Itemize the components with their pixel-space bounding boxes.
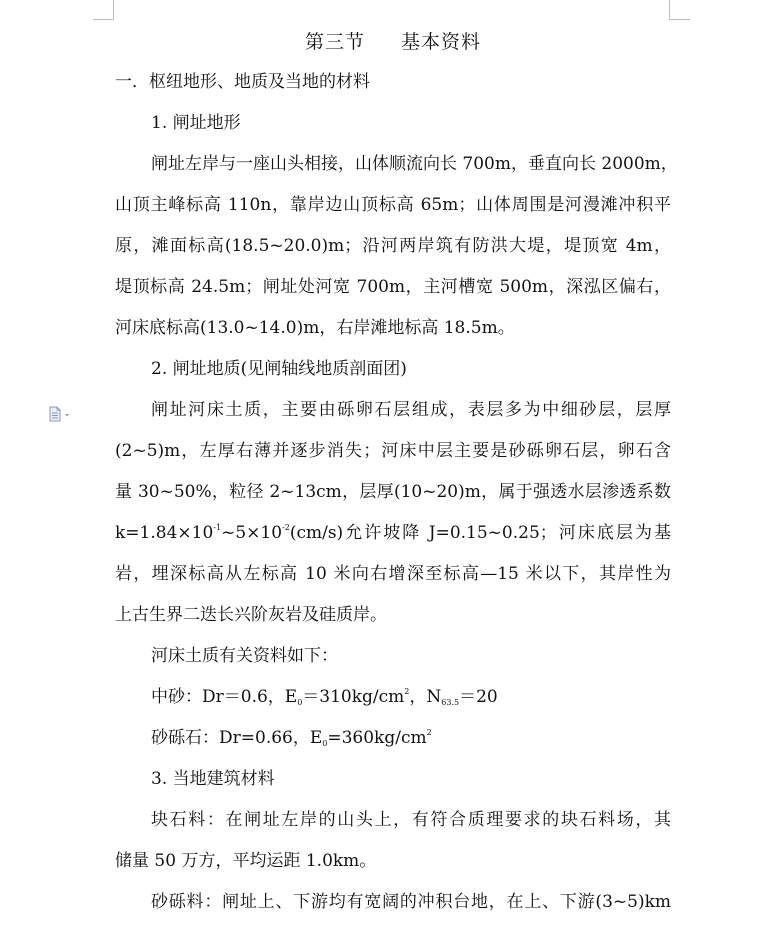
formula-text: ＝310kg/cm	[302, 687, 405, 707]
paragraph-line: (2~5)m，左厚右薄并逐步消失；河床中层主要是砂砾卵石层，卵石含	[115, 441, 671, 461]
paragraph-line: 量 30~50%，粒径 2~13cm，层厚(10~20)m，属于强透水层渗透系数	[115, 482, 671, 502]
formula-text: 砂砾石：Dr=0.66，E	[151, 728, 323, 748]
page-corner-mark	[93, 19, 114, 20]
exponent: 2	[426, 728, 432, 737]
subheading-geology: 2. 闸址地质(见闸轴线地质剖面团)	[151, 359, 407, 379]
paragraph-line: 河床土质有关资料如下：	[151, 646, 338, 666]
document-paste-icon[interactable]	[48, 406, 74, 422]
formula-text: ＝20	[459, 687, 498, 707]
page-corner-mark	[113, 0, 114, 20]
subscript: 0	[297, 698, 303, 707]
paragraph-line: 砂砾料：闸址上、下游均有宽阔的冲积台地，在上、下游(3~5)km	[151, 892, 671, 912]
heading-1: 一．枢纽地形、地质及当地的材料	[115, 72, 370, 92]
paragraph-line: 闸址河床土质，主要由砾卵石层组成，表层多为中细砂层，层厚	[151, 400, 671, 420]
page-corner-mark	[669, 0, 670, 20]
subscript: 63.5	[441, 698, 460, 707]
exponent: 2	[404, 687, 410, 696]
formula-text: (cm/s)允许坡降 J=0.15~0.25；河床底层为基	[289, 523, 671, 543]
paragraph-line: 储量 50 万方，平均运距 1.0km。	[115, 851, 377, 871]
page-corner-mark	[669, 19, 690, 20]
section-title	[115, 22, 671, 62]
paragraph-line-formula	[115, 513, 671, 554]
formula-text: ，N	[409, 687, 442, 707]
paragraph-line: 原，滩面标高(18.5~20.0)m；沿河两岸筑有防洪大堤，堤顶宽 4m，	[115, 236, 671, 256]
document-body	[115, 22, 678, 923]
soil-data-medium-sand	[115, 677, 671, 718]
exponent: -2	[282, 523, 290, 532]
section-number: 第三节	[304, 31, 365, 53]
paragraph-line: 岩，埋深标高从左标高 10 米向右增深至标高—15 米以下，其岸性为	[115, 564, 671, 584]
subheading-terrain: 1. 闸址地形	[151, 113, 241, 133]
formula-text: =360kg/cm	[327, 728, 427, 748]
paragraph-line: 上古生界二迭长兴阶灰岩及硅质岸。	[115, 605, 387, 625]
subscript: 0	[322, 739, 328, 748]
subheading-materials: 3. 当地建筑材料	[151, 769, 275, 789]
exponent: -1	[213, 523, 222, 532]
formula-text: ~5×10	[221, 523, 283, 543]
paragraph-line: 块石料：在闸址左岸的山头上，有符合质理要求的块石料场，其	[151, 810, 671, 830]
section-name: 基本资料	[401, 31, 482, 53]
paragraph-line: 山顶主峰标高 110n，靠岸边山顶标高 65m；山体周围是河漫滩冲积平	[115, 195, 671, 215]
soil-data-gravel	[115, 718, 671, 759]
paragraph-line: 堤顶标高 24.5m；闸址处河宽 700m，主河槽宽 500m，深泓区偏右，	[115, 277, 671, 297]
paragraph-line: 闸址左岸与一座山头相接，山体顺流向长 700m，垂直向长 2000m，	[151, 154, 678, 174]
formula-text: 中砂：Dr＝0.6，E	[151, 687, 298, 707]
formula-text: k=1.84×10	[115, 523, 214, 543]
paragraph-line: 河床底标高(13.0~14.0)m，右岸滩地标高 18.5m。	[115, 318, 515, 338]
